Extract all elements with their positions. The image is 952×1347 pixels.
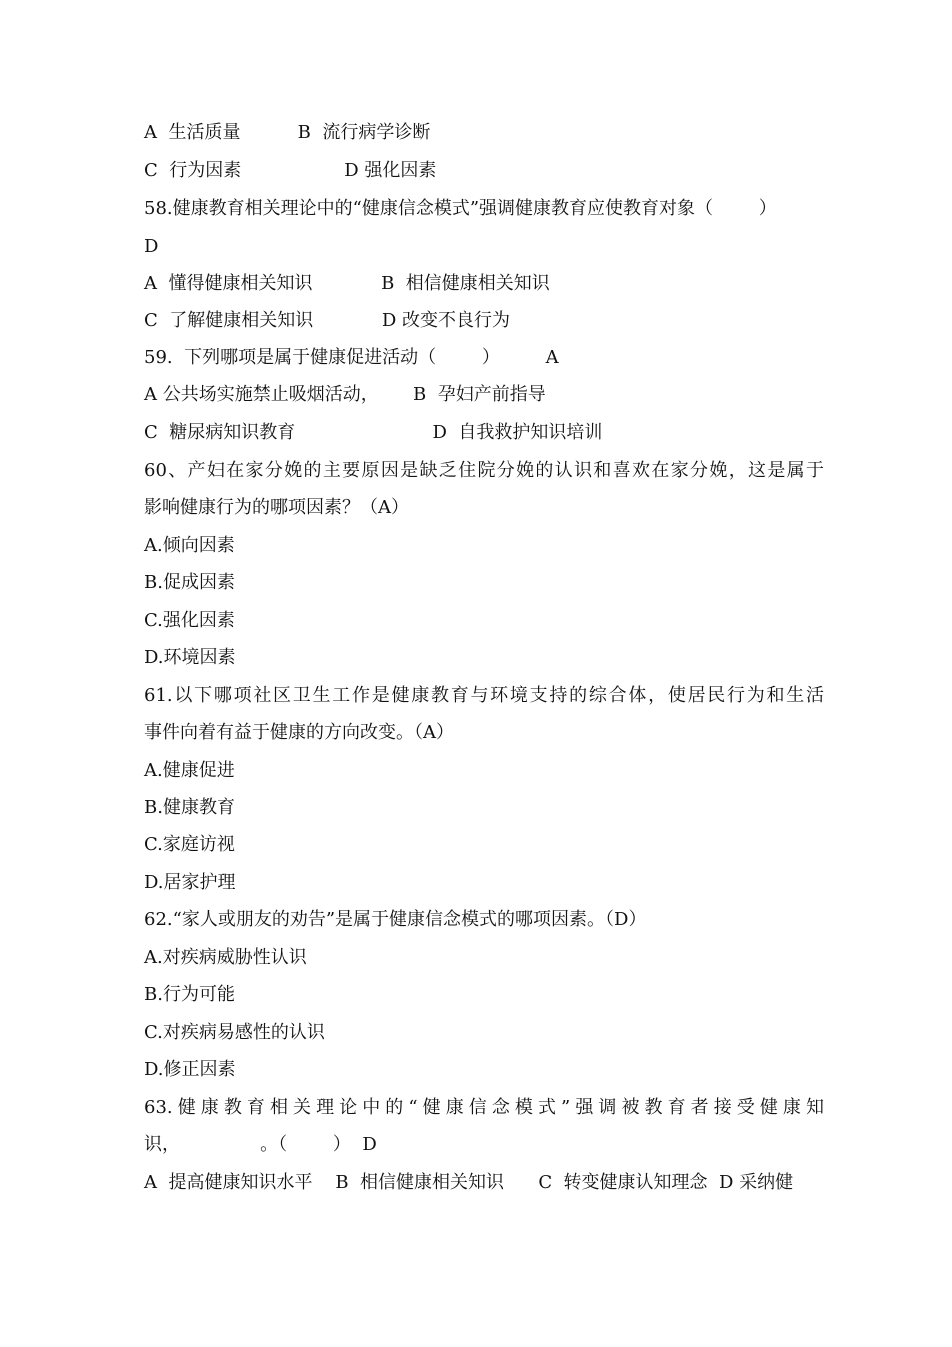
text-line: C 了解健康相关知识 D 改变不良行为 [144,310,511,331]
text-line: A 提高健康知识水平 B 相信健康相关知识 C 转变健康认知理念 D 采纳健 [144,1172,794,1193]
question-62: 62.“家人或朋友的劝告”是属于健康信念模式的哪项因素。（D） [144,909,647,930]
question-60: 60、产妇在家分娩的主要原因是缺乏住院分娩的认识和喜欢在家分娩，这是属于 [144,460,824,481]
text-line: A 懂得健康相关知识 B 相信健康相关知识 [144,273,550,294]
answer-58: D [144,236,159,257]
option-line: A.健康促进 [144,760,235,781]
question-63-cont: 识， 。（ ） D [144,1134,377,1155]
option-line: B.健康教育 [144,797,235,818]
option-line: D.环境因素 [144,647,236,668]
question-60-cont: 影响健康行为的哪项因素？（A） [144,497,409,518]
option-line: C.强化因素 [144,610,235,631]
text-line: A 公共场实施禁止吸烟活动， B 孕妇产前指导 [144,384,546,405]
option-line: D.居家护理 [144,872,236,893]
option-line: C.家庭访视 [144,834,235,855]
text-line: A 生活质量 B 流行病学诊断 [144,122,431,143]
question-59: 59. 下列哪项是属于健康促进活动（ ） A [144,347,559,368]
option-line: C.对疾病易感性的认识 [144,1022,325,1043]
text-line: C 行为因素 D 强化因素 [144,160,437,181]
option-line: B.行为可能 [144,984,235,1005]
option-line: D.修正因素 [144,1059,236,1080]
question-61-cont: 事件向着有益于健康的方向改变。（A） [144,722,454,743]
option-line: B.促成因素 [144,572,235,593]
question-58: 58.健康教育相关理论中的“健康信念模式”强调健康教育应使教育对象（ ） [144,198,777,219]
question-61: 61.以下哪项社区卫生工作是健康教育与环境支持的综合体，使居民行为和生活 [144,685,824,706]
question-63: 63.健康教育相关理论中的“健康信念模式”强调被教育者接受健康知 [144,1097,824,1118]
option-line: A.对疾病威胁性认识 [144,947,307,968]
option-line: A.倾向因素 [144,535,235,556]
text-line: C 糖尿病知识教育 D 自我救护知识培训 [144,422,603,443]
